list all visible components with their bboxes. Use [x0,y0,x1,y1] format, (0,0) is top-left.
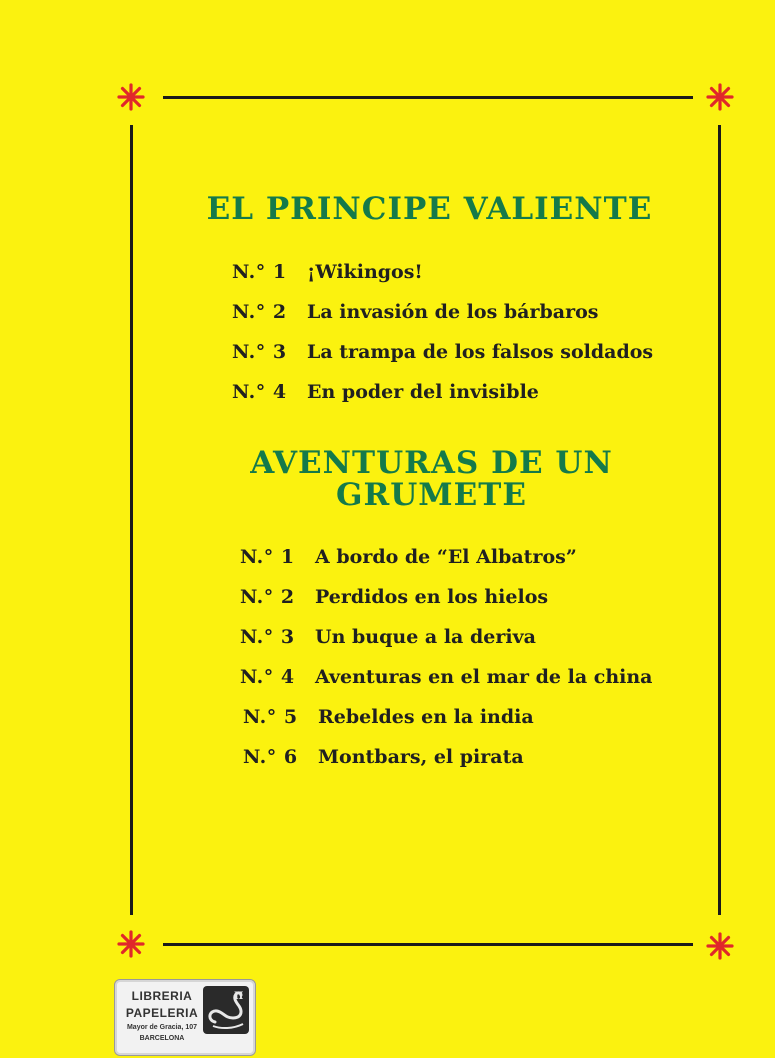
sticker-line-address: Mayor de Gracia, 107 [126,1024,198,1031]
list-item [240,577,652,617]
frame-right-line [718,125,721,915]
bookseller-sticker [114,979,256,1056]
issue-number: N.° 4 [240,666,295,688]
issue-number: N.° 1 [240,546,295,568]
issue-number: N.° 5 [243,706,298,728]
issue-number: N.° 6 [243,746,298,768]
issue-number: N.° 2 [240,586,295,608]
sticker-badge: II [234,991,244,1002]
list-item [240,537,652,577]
section-title-aventuras-line2: GRUMETE [336,477,527,513]
issue-title: La trampa de los falsos soldados [307,341,654,363]
frame-left-line [130,125,133,915]
frame-bottom-line [163,943,693,946]
asterisk-ornament-icon [116,929,146,959]
section-title-aventuras-line1: AVENTURAS DE UN [250,445,613,481]
list-item [243,697,652,737]
issue-title: Perdidos en los hielos [315,586,549,608]
section-title-principe-valiente: EL PRINCIPE VALIENTE [206,191,653,227]
sticker-line-city: BARCELONA [139,1035,185,1042]
issue-title: ¡Wikingos! [307,261,423,283]
issue-number: N.° 3 [240,626,295,648]
issue-title: Aventuras en el mar de la china [315,666,653,688]
list-item [240,657,652,697]
list-item [240,617,652,657]
swan-logo-icon [203,986,249,1034]
list-item [232,332,653,372]
asterisk-ornament-icon [705,82,735,112]
list-principe-valiente [232,252,653,412]
issue-number: N.° 3 [232,341,287,363]
list-item [232,252,653,292]
sticker-text [121,988,203,1044]
list-item [232,292,653,332]
issue-number: N.° 4 [232,381,287,403]
issue-title: En poder del invisible [307,381,539,403]
list-item [243,737,652,777]
issue-title: Rebeldes en la india [318,706,534,728]
list-aventuras-grumete [240,537,652,777]
issue-title: La invasión de los bárbaros [307,301,599,323]
frame-top-line [163,96,693,99]
issue-title: Un buque a la deriva [315,626,536,648]
list-item [232,372,653,412]
sticker-line-libreria: LIBRERIA [131,989,193,1003]
issue-title: A bordo de “El Albatros” [315,546,577,568]
issue-number: N.° 2 [232,301,287,323]
sticker-line-papeleria: PAPELERIA [125,1006,199,1020]
issue-title: Montbars, el pirata [318,746,524,768]
asterisk-ornament-icon [705,931,735,961]
issue-number: N.° 1 [232,261,287,283]
asterisk-ornament-icon [116,82,146,112]
